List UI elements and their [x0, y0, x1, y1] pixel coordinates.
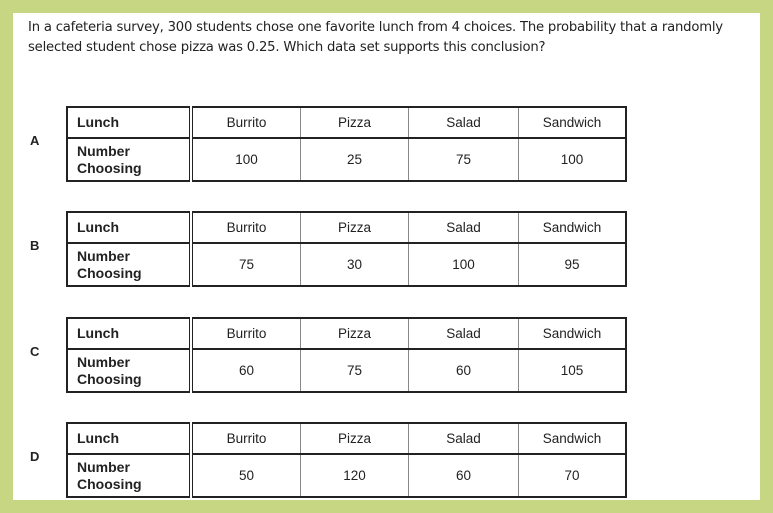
- option-letter: B: [30, 238, 40, 253]
- value-cell: 30: [301, 243, 409, 286]
- header-cell: Burrito: [191, 423, 301, 454]
- value-cell: 105: [519, 349, 627, 392]
- header-cell: Sandwich: [519, 212, 627, 243]
- header-cell: Burrito: [191, 107, 301, 138]
- value-cell: 100: [191, 138, 301, 181]
- value-cell: 25: [301, 138, 409, 181]
- value-cell: 70: [519, 454, 627, 497]
- table-row-header: [67, 107, 626, 138]
- question-text: In a cafeteria survey, 300 students chose one favorite lunch from 4 choices. The probability that a randomly selected student chose pizza was 0.25. Which data set supports this conclusion?: [28, 20, 723, 55]
- option-letter: D: [30, 449, 40, 464]
- value-cell: 60: [409, 349, 519, 392]
- value-cell: 75: [191, 243, 301, 286]
- header-cell: Sandwich: [519, 423, 627, 454]
- table-row-header: [67, 212, 626, 243]
- option-d[interactable]: [13, 422, 760, 496]
- row-label-lunch: Lunch: [67, 212, 191, 243]
- header-cell: Pizza: [301, 318, 409, 349]
- row-label-number: Number Choosing: [67, 349, 191, 392]
- data-table: [66, 317, 627, 393]
- data-table: [66, 106, 627, 182]
- header-cell: Sandwich: [519, 318, 627, 349]
- table-row-values: [67, 243, 626, 286]
- value-cell: 120: [301, 454, 409, 497]
- row-label-number: Number Choosing: [67, 243, 191, 286]
- table-row-values: [67, 454, 626, 497]
- row-label-number: Number Choosing: [67, 454, 191, 497]
- value-cell: 60: [191, 349, 301, 392]
- value-cell: 100: [519, 138, 627, 181]
- header-cell: Pizza: [301, 423, 409, 454]
- value-cell: 75: [409, 138, 519, 181]
- value-cell: 50: [191, 454, 301, 497]
- value-cell: 75: [301, 349, 409, 392]
- row-label-lunch: Lunch: [67, 318, 191, 349]
- option-b[interactable]: [13, 211, 760, 285]
- option-c[interactable]: [13, 317, 760, 391]
- value-cell: 60: [409, 454, 519, 497]
- option-a[interactable]: [13, 106, 760, 180]
- data-table: [66, 422, 627, 498]
- option-letter: C: [30, 344, 40, 359]
- table-row-values: [67, 138, 626, 181]
- header-cell: Pizza: [301, 107, 409, 138]
- row-label-lunch: Lunch: [67, 107, 191, 138]
- row-label-number: Number Choosing: [67, 138, 191, 181]
- table-row-header: [67, 423, 626, 454]
- header-cell: Salad: [409, 212, 519, 243]
- value-cell: 100: [409, 243, 519, 286]
- question-panel: [13, 13, 760, 500]
- table-row-values: [67, 349, 626, 392]
- data-table: [66, 211, 627, 287]
- header-cell: Pizza: [301, 212, 409, 243]
- option-letter: A: [30, 133, 40, 148]
- header-cell: Burrito: [191, 212, 301, 243]
- table-row-header: [67, 318, 626, 349]
- header-cell: Salad: [409, 107, 519, 138]
- row-label-lunch: Lunch: [67, 423, 191, 454]
- header-cell: Salad: [409, 318, 519, 349]
- header-cell: Burrito: [191, 318, 301, 349]
- header-cell: Sandwich: [519, 107, 627, 138]
- header-cell: Salad: [409, 423, 519, 454]
- value-cell: 95: [519, 243, 627, 286]
